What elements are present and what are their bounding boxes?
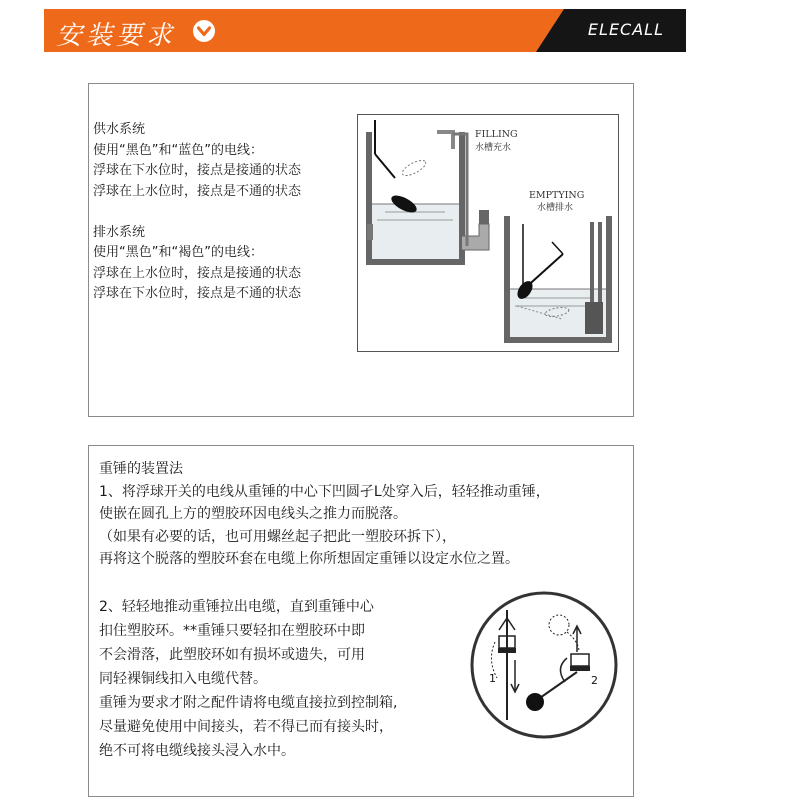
header-banner: [44, 9, 686, 52]
brand-logo: ELECALL: [587, 20, 664, 39]
step1-line: 1、将浮球开关的电线从重锤的中心下凹圆孑L处穿入后，轻轻推动重锤，: [99, 483, 550, 500]
step2-line: 不会滑落，此塑胶环如有损坏或遗失，可用: [99, 647, 365, 663]
drain-line: 浮球在下水位时，接点是不通的状态: [93, 286, 302, 301]
weight-install-diagram: [469, 590, 619, 740]
supply-line: 浮球在下水位时，接点是接通的状态: [93, 163, 302, 178]
tank-diagram: [357, 114, 619, 352]
drain-line: 使用“黑色”和“褐色”的电线：: [93, 245, 263, 260]
emptying-label: EMPTYING: [529, 190, 585, 201]
supply-line: 使用“黑色”和“蓝色”的电线：: [93, 142, 263, 158]
step1-line: 再将这个脱落的塑胶环套在电缆上你所想固定重锤以设定水位之置。: [99, 551, 519, 567]
filling-cn-label: 水槽充水: [475, 143, 512, 153]
emptying-cn-label: 水槽排水: [537, 203, 574, 213]
wiring-text: [93, 120, 301, 305]
filling-label: FILLING: [475, 129, 518, 140]
weight-step2-text: [99, 595, 397, 763]
step2-line: 2、轻轻地推动重锤拉出电缆，直到重锤中心: [99, 599, 374, 615]
step1-line: 使嵌在圆孔上方的塑胶环因电线头之推力而脱落。: [99, 506, 407, 522]
step2-line: 尽量避免使用中间接头，若不得已而有接头时，: [99, 719, 393, 735]
step2-line: 同轻裸铜线扣入电缆代替。: [99, 671, 267, 687]
header-title: 安装要求: [56, 21, 177, 51]
weight-panel: [88, 445, 634, 797]
chevron-down-circle-icon: [192, 19, 216, 43]
supply-line: 浮球在上水位时，接点是不通的状态: [93, 183, 302, 199]
weight-label-1: 1: [489, 672, 496, 685]
supply-title: 供水系统: [93, 122, 146, 137]
step2-line: 重锤为要求才附之配件请将电缆直接拉到控制箱,: [99, 695, 398, 711]
step2-line: 绝不可将电缆线接头浸入水中。: [99, 743, 295, 759]
weight-label-2: 2: [591, 674, 598, 687]
step1-line: （如果有必要的话，也可用螺丝起子把此一塑胶环拆下），: [99, 528, 456, 545]
drain-title: 排水系统: [93, 224, 146, 240]
drain-line: 浮球在上水位时，接点是接通的状态: [93, 265, 302, 281]
weight-step1-text: [99, 458, 550, 571]
weight-title: 重锤的装置法: [99, 461, 183, 477]
wiring-panel: [88, 83, 634, 417]
step2-line: 扣住塑胶环。**重锤只要轻扣在塑胶环中即: [99, 623, 365, 639]
